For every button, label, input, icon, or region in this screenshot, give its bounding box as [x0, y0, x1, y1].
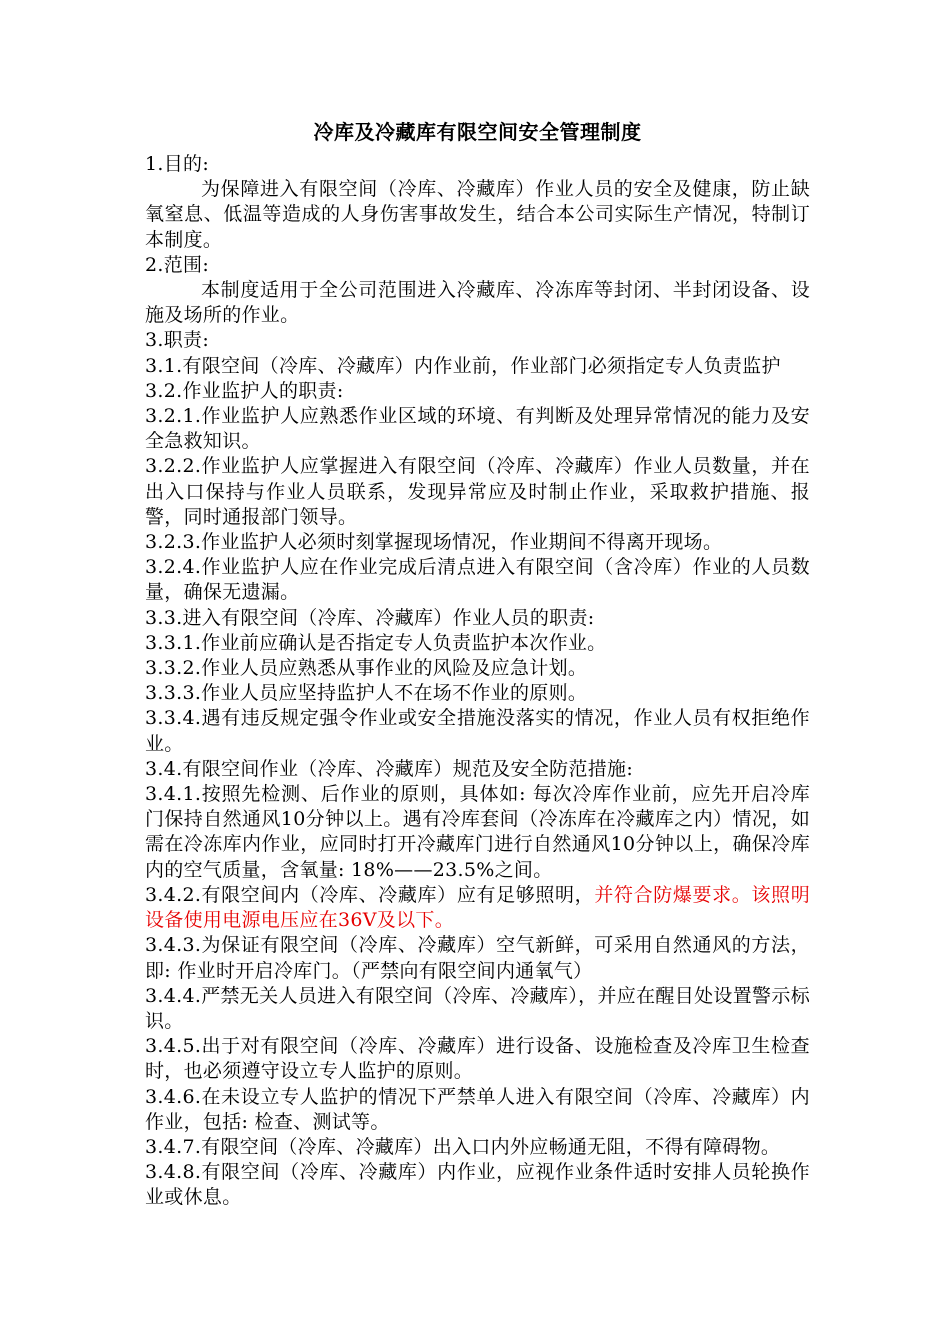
clause-3-4: 3.4.有限空间作业（冷库、冷藏库）规范及安全防范措施:: [145, 757, 634, 780]
clause-3-4-7: 3.4.7.有限空间（冷库、冷藏库）出入口内外应畅通无阻，不得有障碍物。: [145, 1135, 781, 1158]
clause-3-3-1: 3.3.1.作业前应确认是否指定专人负责监护本次作业。: [145, 631, 607, 654]
clause-3-4-4: 3.4.4.严禁无关人员进入有限空间（冷库、冷藏库），并应在醒目处设置警示标识。: [145, 984, 810, 1032]
document-body: [145, 152, 810, 1211]
clause-3-4-6: 3.4.6.在未设立专人监护的情况下严禁单人进入有限空间（冷库、冷藏库）内作业，包括: 检查、测试等。: [145, 1085, 810, 1133]
section-2-heading: 2.范围:: [145, 253, 210, 276]
clause-3-4-2: [145, 883, 810, 933]
document-page: [145, 118, 810, 1211]
clause-3-4-1: 3.4.1.按照先检测、后作业的原则，具体如: 每次冷库作业前，应先开启冷库门保持自然通风10分钟以上。遇有冷库套间（冷冻库在冷藏库之内）情况，如需在冷冻库内作业，应同时打开冷藏库门进行自然通风10分钟以上，确保冷库内的空气质量，含氧量: 18%——23.5%之间。: [145, 783, 810, 881]
section-1-heading: 1.目的:: [145, 153, 210, 175]
clause-3-1: 3.1.有限空间（冷库、冷藏库）内作业前，作业部门必须指定专人负责监护: [145, 354, 781, 377]
clause-3-4-2-highlight: 并符合防爆要求。该照明设备使用电源电压应在36V及以下。: [145, 883, 811, 932]
clause-3-4-2-text: 3.4.2.有限空间内（冷库、冷藏库）应有足够照明，: [145, 883, 595, 906]
clause-3-2-4: 3.2.4.作业监护人应在作业完成后清点进入有限空间（含冷库）作业的人员数量，确保无遗漏。: [145, 556, 810, 604]
clause-3-3-4: 3.3.4.遇有违反规定强令作业或安全措施没落实的情况，作业人员有权拒绝作业。: [145, 707, 810, 755]
document-title: 冷库及冷藏库有限空间安全管理制度: [313, 120, 642, 144]
clause-3-3-2: 3.3.2.作业人员应熟悉从事作业的风险及应急计划。: [145, 657, 588, 680]
section-1-body: 为保障进入有限空间（冷库、冷藏库）作业人员的安全及健康，防止缺氧窒息、低温等造成的人身伤害事故发生，结合本公司实际生产情况，特制订本制度。: [145, 178, 810, 251]
clause-3-4-5: 3.4.5.出于对有限空间（冷库、冷藏库）进行设备、设施检查及冷库卫生检查时，也必须遵守设立专人监护的原则。: [145, 1035, 810, 1083]
section-3-heading: 3.职责:: [145, 329, 210, 352]
clause-3-2-1: 3.2.1.作业监护人应熟悉作业区域的环境、有判断及处理异常情况的能力及安全急救知识。: [145, 405, 810, 453]
clause-3-3-3: 3.3.3.作业人员应坚持监护人不在场不作业的原则。: [145, 682, 588, 705]
section-2-body: 本制度适用于全公司范围进入冷藏库、冷冻库等封闭、半封闭设备、设施及场所的作业。: [145, 279, 810, 327]
clause-3-2-3: 3.2.3.作业监护人必须时刻掌握现场情况，作业期间不得离开现场。: [145, 531, 723, 554]
clause-3-2-2: 3.2.2.作业监护人应掌握进入有限空间（冷库、冷藏库）作业人员数量，并在出入口保持与作业人员联系，发现异常应及时制止作业，采取救护措施、报警，同时通报部门领导。: [145, 455, 810, 528]
clause-3-3: 3.3.进入有限空间（冷库、冷藏库）作业人员的职责:: [145, 606, 595, 629]
clause-3-4-3: 3.4.3.为保证有限空间（冷库、冷藏库）空气新鲜，可采用自然通风的方法，即: 作业时开启冷库门。（严禁向有限空间内通氧气）: [145, 934, 810, 982]
clause-3-2: 3.2.作业监护人的职责:: [145, 379, 344, 402]
clause-3-4-8: 3.4.8.有限空间（冷库、冷藏库）内作业，应视作业条件适时安排人员轮换作业或休息。: [145, 1161, 810, 1209]
